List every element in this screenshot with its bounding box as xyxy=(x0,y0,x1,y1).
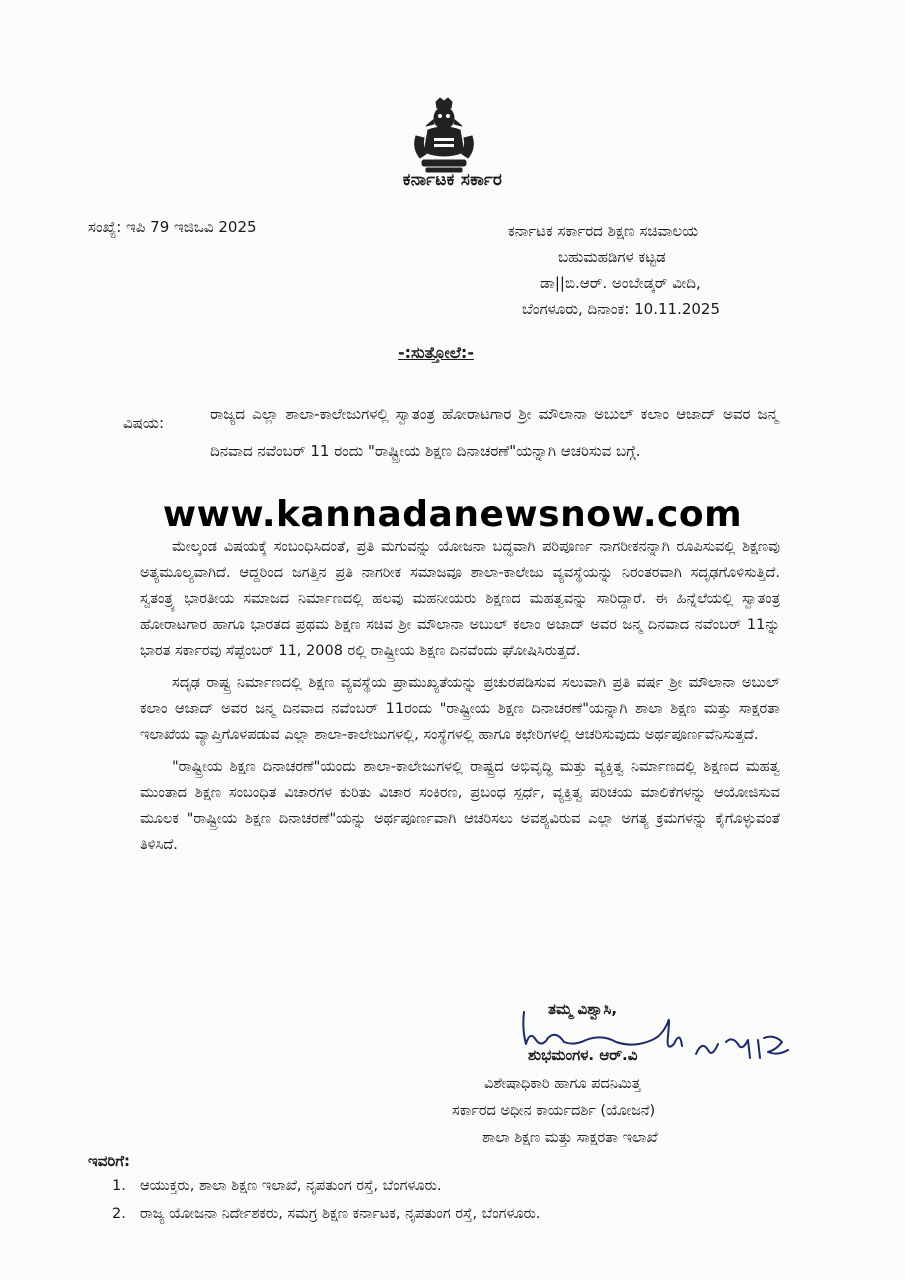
handwritten-signature xyxy=(512,1000,822,1080)
address-line: ಡಾ||ಬಿ.ಆರ್. ಅಂಬೇಡ್ಕರ್ ವೀದಿ, xyxy=(540,274,701,292)
sender-address xyxy=(500,218,800,322)
circular-title: -:ಸುತ್ತೋಲೆ:- xyxy=(398,343,474,362)
subject-label: ವಿಷಯ: xyxy=(123,414,164,432)
body-paragraph: "ರಾಷ್ಟ್ರೀಯ ಶಿಕ್ಷಣ ದಿನಾಚರಣೆ"ಯಂದು ಶಾಲಾ-ಕಾಲೇಜುಗಳಲ್ಲಿ ರಾಷ್ಟ್ರದ ಅಭಿವೃದ್ಧಿ ಮತ್ತು ವ್ಯಕ್ತಿತ್ವ ನಿರ್ಮಾಣದಲ್ಲಿ ಶಿಕ್ಷಣದ ಮಹತ್ವ ಮುಂತಾದ ಶಿಕ್ಷಣ ಸಂಬಂಧಿತ ವಿಚಾರಗಳ ಕುರಿತು ವಿಚಾರ ಸಂಕಿರಣ, ಪ್ರಬಂಧ ಸ್ಪರ್ಧೆ, ವ್ಯಕ್ತಿತ್ವ ಪರಿಚಯ ಮಾಲಿಕೆಗಳನ್ನು ಆಯೋಜಿಸುವ ಮೂಲಕ "ರಾಷ್ಟ್ರೀಯ ಶಿಕ್ಷಣ ದಿನಾಚರಣೆ"ಯನ್ನು ಅರ್ಥಪೂರ್ಣವಾಗಿ ಆಚರಿಸಲು ಅವಶ್ಯವಿರುವ ಎಲ್ಲಾ ಅಗತ್ಯ ಕ್ರಮಗಳನ್ನು ಕೈಗೊಳ್ಳುವಂತೆ ತಿಳಿಸಿದೆ. xyxy=(140,759,780,853)
address-line: ಕರ್ನಾಟಕ ಸರ್ಕಾರದ ಶಿಕ್ಷಣ ಸಚಿವಾಲಯ xyxy=(508,222,699,240)
list-number: 1. xyxy=(112,1178,126,1194)
body-paragraph: ಮೇಲ್ಕಂಡ ವಿಷಯಕ್ಕೆ ಸಂಬಂಧಿಸಿದಂತೆ, ಪ್ರತಿ ಮಗುವನ್ನು ಯೋಜನಾ ಬದ್ಧವಾಗಿ ಪರಿಪೂರ್ಣ ನಾಗರೀಕನನ್ನಾಗಿ ರೂಪಿಸುವಲ್ಲಿ ಶಿಕ್ಷಣವು ಅತ್ಯಮೂಲ್ಯವಾಗಿದೆ. ಆದ್ದರಿಂದ ಜಗತ್ತಿನ ಪ್ರತಿ ನಾಗರೀಕ ಸಮಾಜವೂ ಶಾಲಾ-ಕಾಲೇಜು ವ್ಯವಸ್ಥೆಯನ್ನು ನಿರಂತರವಾಗಿ ಸದೃಢಗೊಳಿಸುತ್ತಿದೆ. ಸ್ವತಂತ್ರ್ಯ ಭಾರತೀಯ ಸಮಾಜದ ನಿರ್ಮಾಣದಲ್ಲಿ ಹಲವು ಮಹನೀಯರು ಶಿಕ್ಷಣದ ಮಹತ್ವವನ್ನು ಸಾರಿದ್ದಾರೆ. ಈ ಹಿನ್ನೆಲೆಯಲ್ಲಿ ಸ್ವಾತಂತ್ರ ಹೋರಾಟಗಾರ ಹಾಗೂ ಭಾರತದ ಪ್ರಥಮ ಶಿಕ್ಷಣ ಸಚಿವ ಶ್ರೀ ಮೌಲಾನಾ ಅಬುಲ್ ಕಲಾಂ ಅಜಾದ್ ಅವರ ಜನ್ಮ ದಿನವಾದ ನವೆಂಬರ್ 11ನ್ನು ಭಾರತ ಸರ್ಕಾರವು ಸೆಪ್ಟೆಂಬರ್ 11, 2008 ರಲ್ಲಿ ರಾಷ್ಟ್ರೀಯ ಶಿಕ್ಷಣ ದಿನವೆಂದು ಘೋಷಿಸಿರುತ್ತದೆ. xyxy=(140,539,780,659)
signer-name: ಶುಭಮಂಗಳ. ಆರ್.ವಿ xyxy=(528,1046,638,1064)
list-number: 2. xyxy=(112,1206,126,1222)
body-text xyxy=(140,534,780,858)
subject-text: ರಾಜ್ಯದ ಎಲ್ಲಾ ಶಾಲಾ-ಕಾಲೇಜುಗಳಲ್ಲಿ ಸ್ವಾತಂತ್ರ ಹೋರಾಟಗಾರ ಶ್ರೀ ಮೌಲಾನಾ ಅಬುಲ್ ಕಲಾಂ ಆಜಾದ್ ಅವರ ಜನ್ಮ ದಿನವಾದ ನವೆಂಬರ್ 11 ರಂದು "ರಾಷ್ಟ್ರೀಯ ಶಿಕ್ಷಣ ದಿನಾಚರಣೆ"ಯನ್ನಾಗಿ ಆಚರಿಸುವ ಬಗ್ಗೆ. xyxy=(210,405,778,460)
reference-number: ಸಂಖ್ಯೆ: ಇಪಿ 79 ಇಜಿಒವಿ 2025 xyxy=(88,218,257,236)
address-date-line: ಬೆಂಗಳೂರು, ದಿನಾಂಕ: 10.11.2025 xyxy=(522,300,720,318)
signer-designation: ವಿಶೇಷಾಧಿಕಾರಿ ಹಾಗೂ ಪದನಿಮಿತ್ತ xyxy=(484,1076,641,1092)
government-title: ಕರ್ನಾಟಕ ಸರ್ಕಾರ xyxy=(402,170,503,190)
list-item xyxy=(112,1206,540,1234)
signer-department: ಶಾಲಾ ಶಿಕ್ಷಣ ಮತ್ತು ಸಾಕ್ಷರತಾ ಇಲಾಖೆ xyxy=(482,1130,658,1146)
closing-salutation: ತಮ್ಮ ವಿಶ್ವಾಸಿ, xyxy=(548,1000,618,1018)
recipient-text: ಆಯುಕ್ತರು, ಶಾಲಾ ಶಿಕ್ಷಣ ಇಲಾಖೆ, ನೃಪತುಂಗ ರಸ್ತೆ, ಬೆಂಗಳೂರು. xyxy=(140,1178,442,1194)
address-line: ಬಹುಮಹಡಿಗಳ ಕಟ್ಟಡ xyxy=(558,248,666,266)
website-watermark: www.kannadanewsnow.com xyxy=(162,494,743,535)
recipients-label: ಇವರಿಗೆ: xyxy=(88,1152,131,1170)
karnataka-emblem-icon xyxy=(408,96,480,178)
body-paragraph: ಸದೃಢ ರಾಷ್ಟ್ರ ನಿರ್ಮಾಣದಲ್ಲಿ ಶಿಕ್ಷಣ ವ್ಯವಸ್ಥೆಯ ಪ್ರಾಮುಖ್ಯತೆಯನ್ನು ಪ್ರಚುರಪಡಿಸುವ ಸಲುವಾಗಿ ಪ್ರತಿ ವರ್ಷ ಶ್ರೀ ಮೌಲಾನಾ ಅಬುಲ್ ಕಲಾಂ ಆಜಾದ್ ಅವರ ಜನ್ಮ ದಿನವಾದ ನವೆಂಬರ್ 11ರಂದು "ರಾಷ್ಟ್ರೀಯ ಶಿಕ್ಷಣ ದಿನಾಚರಣೆ"ಯನ್ನಾಗಿ ಶಾಲಾ ಶಿಕ್ಷಣ ಮತ್ತು ಸಾಕ್ಷರತಾ ಇಲಾಖೆಯ ವ್ಯಾಪ್ತಿಗೊಳಪಡುವ ಎಲ್ಲಾ ಶಾಲಾ-ಕಾಲೇಜುಗಳಲ್ಲಿ, ಸಂಸ್ಥೆಗಳಲ್ಲಿ ಹಾಗೂ ಕಛೇರಿಗಳಲ್ಲಿ ಆಚರಿಸುವುದು ಅರ್ಥಪೂರ್ಣವೆನಿಸುತ್ತದೆ. xyxy=(140,675,780,743)
recipient-text: ರಾಜ್ಯ ಯೋಜನಾ ನಿರ್ದೇಶಕರು, ಸಮಗ್ರ ಶಿಕ್ಷಣ ಕರ್ನಾಟಕ, ನೃಪತುಂಗ ರಸ್ತೆ, ಬೆಂಗಳೂರು. xyxy=(140,1206,541,1222)
list-item xyxy=(112,1178,540,1206)
signer-designation: ಸರ್ಕಾರದ ಅಧೀನ ಕಾರ್ಯದರ್ಶಿ (ಯೋಜನೆ) xyxy=(452,1103,656,1119)
recipients-list xyxy=(112,1178,540,1234)
